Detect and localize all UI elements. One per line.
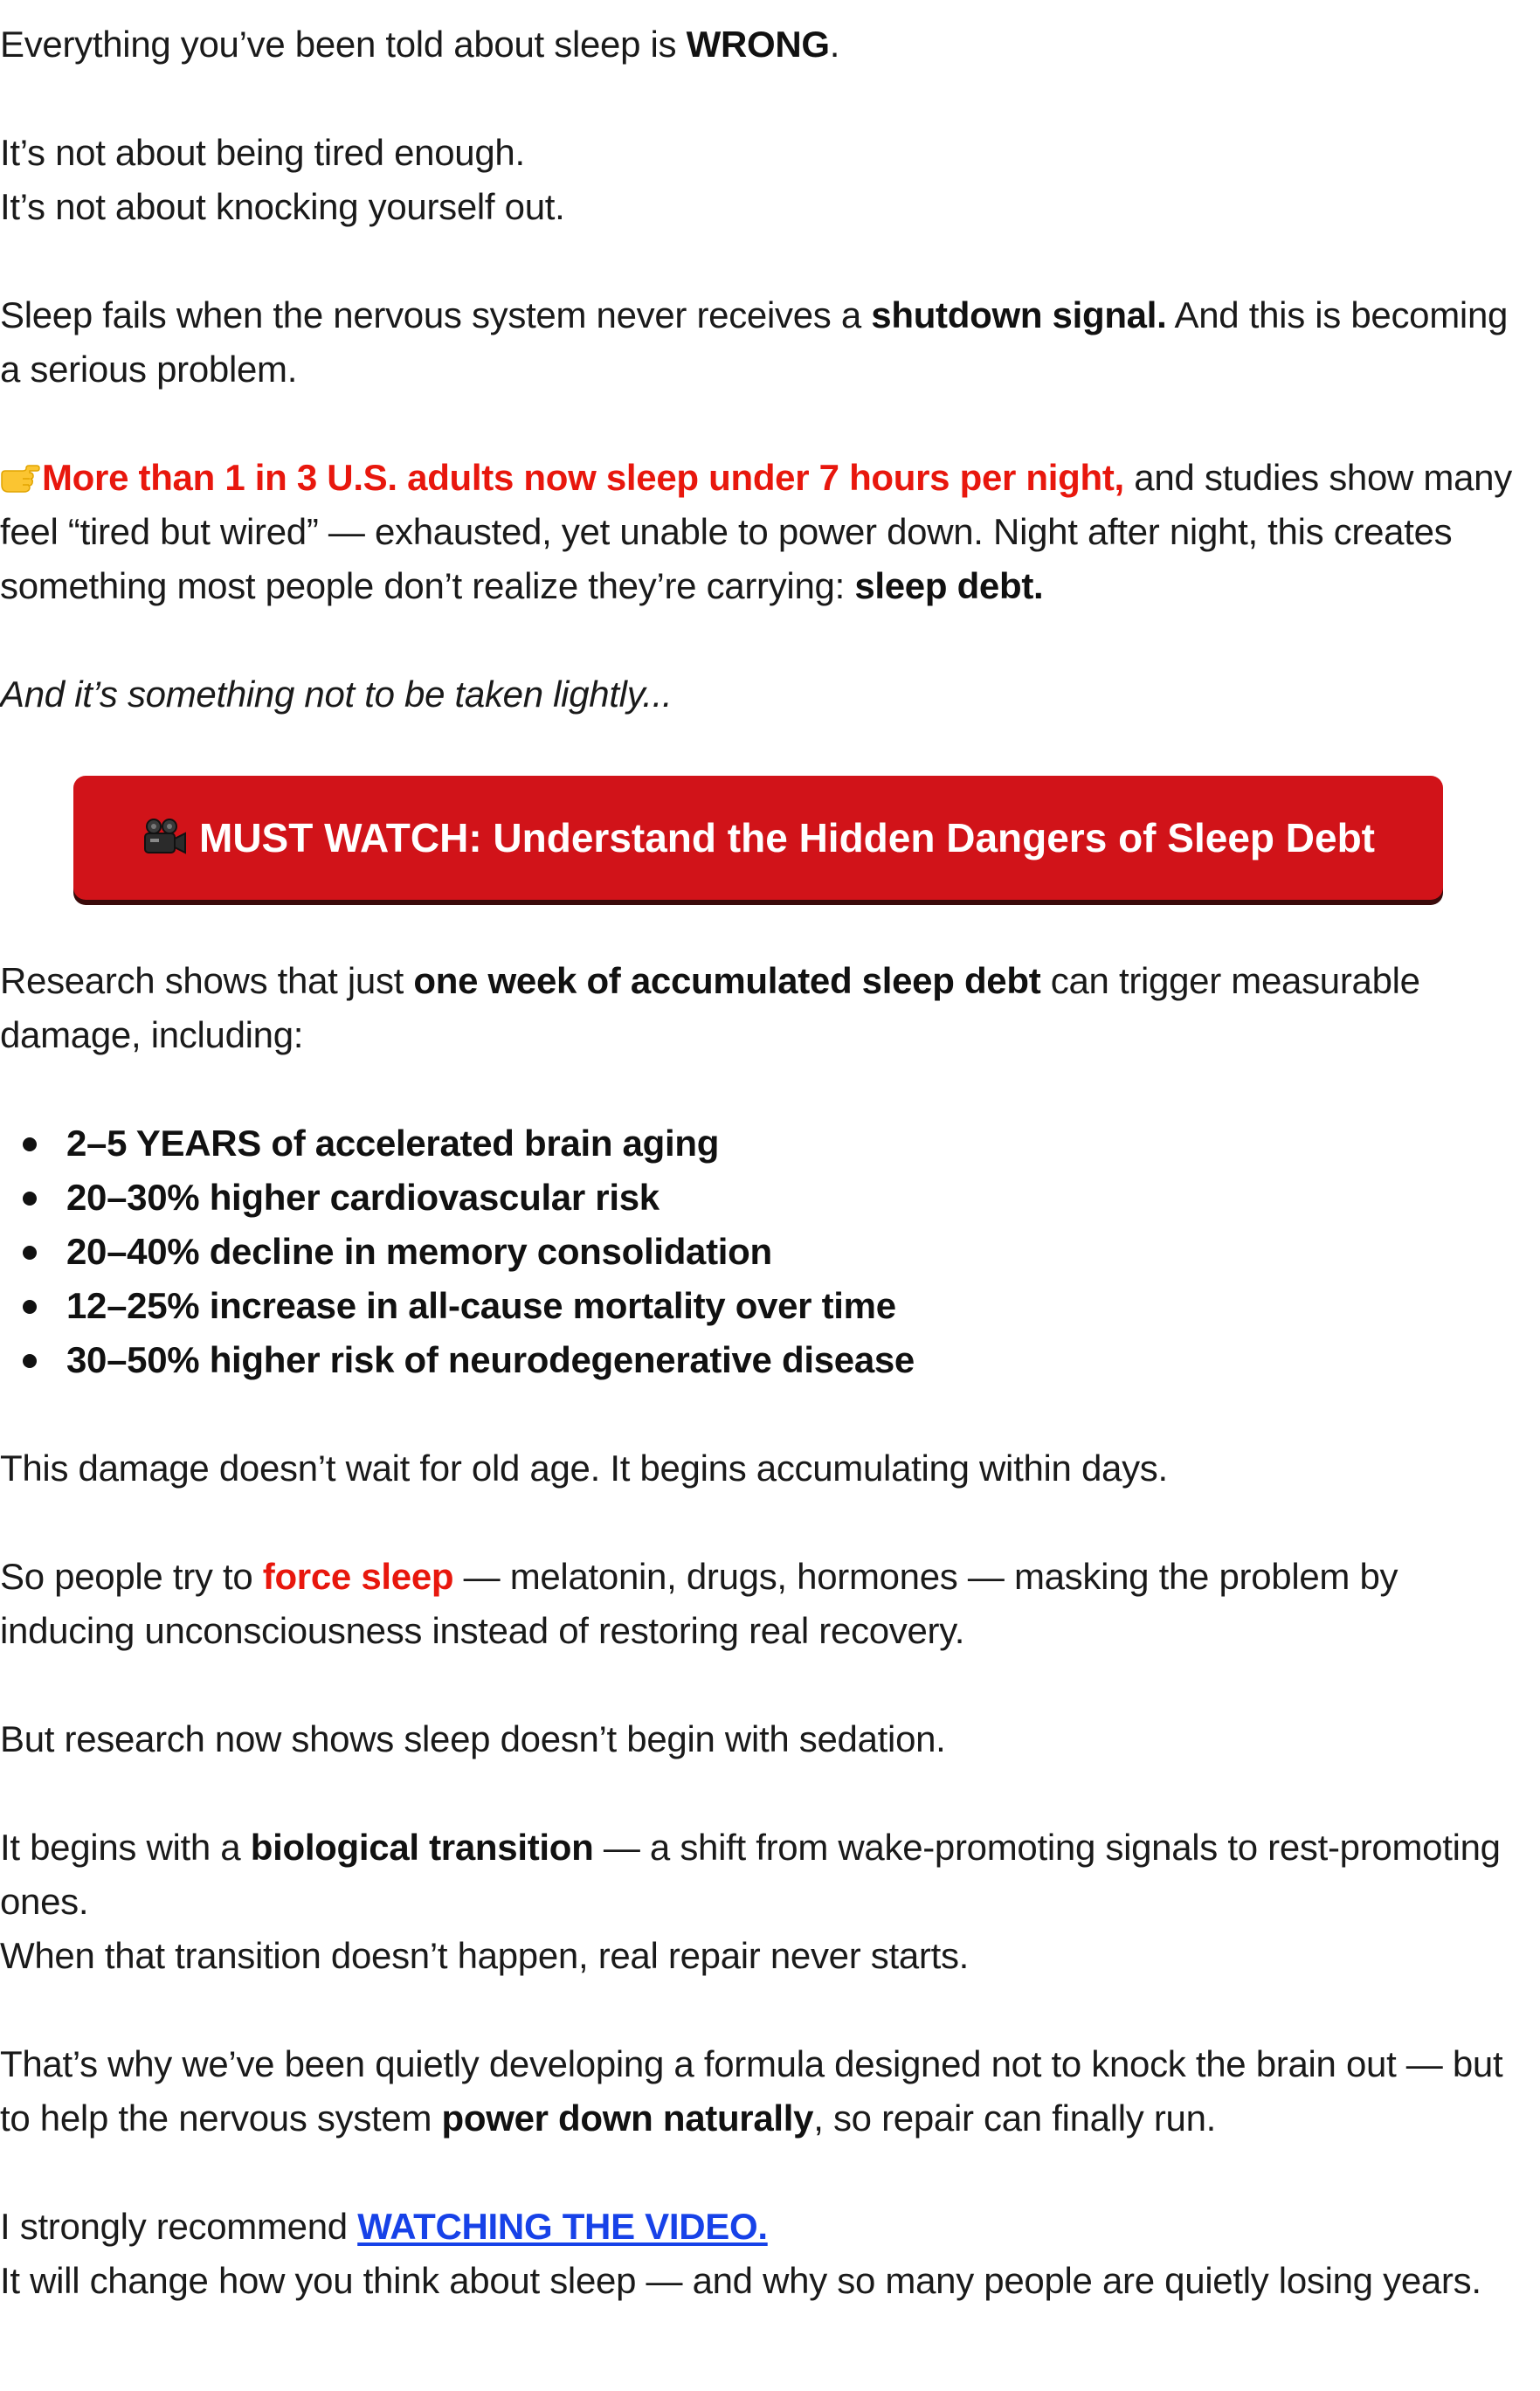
must-watch-label: MUST WATCH: Understand the Hidden Dangers of Sleep Debt <box>199 815 1375 860</box>
not-about-line-1: It’s not about being tired enough. <box>0 132 525 173</box>
paragraph-transition <box>0 1821 1540 1983</box>
force-sleep-text-before: So people try to <box>0 1556 263 1597</box>
force-sleep-highlight: force sleep <box>262 1556 454 1597</box>
movie-camera-icon <box>142 818 189 858</box>
formula-text-after: , so repair can finally run. <box>813 2097 1217 2139</box>
transition-line-2: When that transition doesn’t happen, real repair never starts. <box>0 1935 970 1976</box>
transition-text-after: — a shift from wake-promoting signals to rest-promoting ones. <box>0 1827 1501 1922</box>
list-item: 20–30% higher cardiovascular risk <box>66 1171 1540 1225</box>
paragraph-recommend <box>0 2200 1540 2308</box>
paragraph-warning <box>0 667 1540 722</box>
statistic-bold-sleep-debt: sleep debt. <box>854 565 1044 606</box>
shutdown-bold: shutdown signal. <box>871 294 1167 335</box>
damage-timing-text: This damage doesn’t wait for old age. It begins accumulating within days. <box>0 1448 1168 1489</box>
list-item: 30–50% higher risk of neurodegenerative disease <box>66 1333 1540 1387</box>
recommend-line-2: It will change how you think about sleep — and why so many people are quietly losing years. <box>0 2260 1481 2301</box>
research-text-after: can trigger measurable damage, including: <box>0 960 1420 1055</box>
not-about-line-2: It’s not about knocking yourself out. <box>0 186 565 227</box>
shutdown-text-after: And this is becoming a serious problem. <box>0 294 1509 390</box>
statistic-highlight: More than 1 in 3 U.S. adults now sleep under 7 hours per night, <box>42 457 1124 498</box>
paragraph-shutdown <box>0 288 1540 397</box>
paragraph-formula <box>0 2037 1540 2146</box>
statistic-text: and studies show many feel “tired but wired” — exhausted, yet unable to power down. Night after night, this creates something most people don’t realize they’re carrying: <box>0 457 1512 606</box>
paragraph-intro <box>0 17 1540 72</box>
intro-period: . <box>829 24 840 65</box>
pointing-right-icon <box>0 462 40 494</box>
transition-bold: biological transition <box>250 1827 594 1868</box>
damage-stats-list <box>0 1116 1540 1387</box>
must-watch-button[interactable] <box>73 776 1443 900</box>
cta-container <box>0 776 1540 900</box>
paragraph-statistic <box>0 451 1540 613</box>
paragraph-sedation <box>0 1712 1540 1766</box>
recommend-text: I strongly recommend <box>0 2206 358 2247</box>
watch-video-link[interactable]: WATCHING THE VIDEO. <box>357 2206 768 2247</box>
intro-text: Everything you’ve been told about sleep is <box>0 24 687 65</box>
shutdown-text-before: Sleep fails when the nervous system never receives a <box>0 294 872 335</box>
paragraph-not-about <box>0 126 1540 234</box>
formula-bold: power down naturally <box>441 2097 814 2139</box>
transition-text-before: It begins with a <box>0 1827 251 1868</box>
list-item: 12–25% increase in all-cause mortality over time <box>66 1279 1540 1333</box>
research-text-before: Research shows that just <box>0 960 414 1001</box>
intro-bold-wrong: WRONG <box>686 24 830 65</box>
list-item: 2–5 YEARS of accelerated brain aging <box>66 1116 1540 1171</box>
research-bold: one week of accumulated sleep debt <box>413 960 1041 1001</box>
paragraph-damage-timing <box>0 1441 1540 1496</box>
paragraph-force-sleep <box>0 1550 1540 1658</box>
force-sleep-text-after: — melatonin, drugs, hormones — masking the problem by inducing unconsciousness instead of restoring real recovery. <box>0 1556 1398 1651</box>
formula-text-before: That’s why we’ve been quietly developing a formula designed not to knock the brain out — but to help the nervous system <box>0 2043 1503 2139</box>
warning-italic-text: And it’s something not to be taken lightly... <box>0 674 673 715</box>
sedation-text: But research now shows sleep doesn’t begin with sedation. <box>0 1718 946 1759</box>
paragraph-research <box>0 954 1540 1062</box>
list-item: 20–40% decline in memory consolidation <box>66 1225 1540 1279</box>
